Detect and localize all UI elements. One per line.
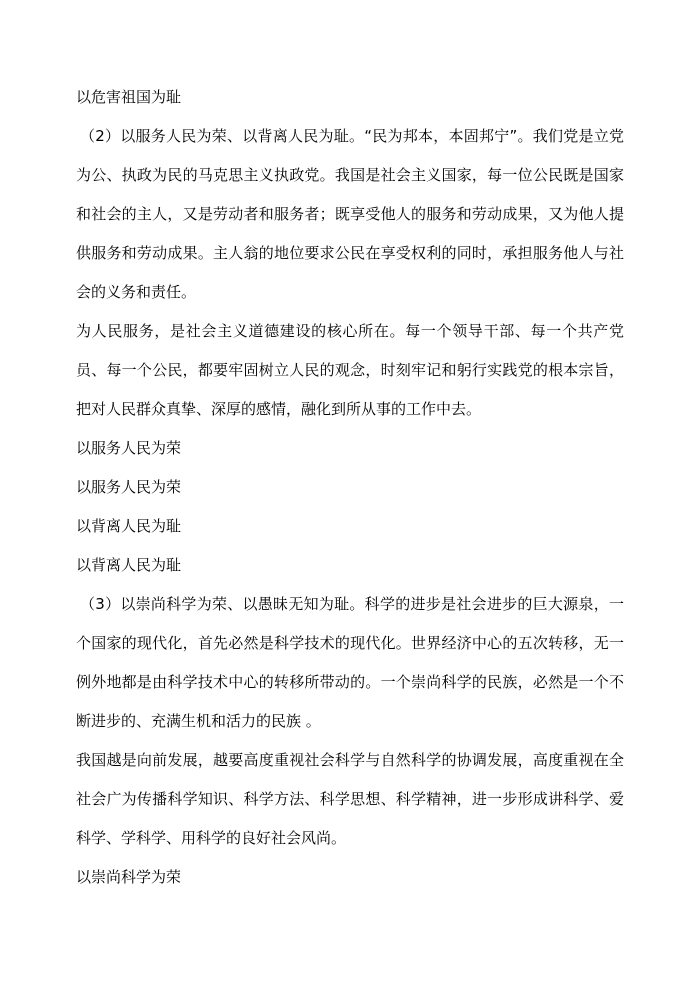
paragraph-heading-betray-people-1: 以背离人民为耻 bbox=[76, 517, 182, 535]
document-body bbox=[76, 78, 624, 897]
paragraph-heading-serve-people-1: 以服务人民为荣 bbox=[76, 439, 182, 457]
paragraph-heading-endangering-country: 以危害祖国为耻 bbox=[76, 88, 182, 106]
paragraph-science-development: 我国越是向前发展，越要高度重视社会科学与自然科学的协调发展，高度重视在全社会广为传播科学知识、科学方法、科学思想、科学精神，进一步形成讲科学、爱科学、学科学、用科学的良好社会风尚。 bbox=[76, 751, 624, 847]
paragraph-heading-respect-science: 以崇尚科学为荣 bbox=[76, 868, 182, 886]
paragraph-respect-science: （3）以崇尚科学为荣、以愚昧无知为耻。科学的进步是社会进步的巨大源泉，一个国家的现代化，首先必然是科学技术的现代化。世界经济中心的五次转移，无一例外地都是由科学技术中心的转移所带动的。一个崇尚科学的民族，必然是一个不断进步的、充满生机和活力的民族 。 bbox=[76, 595, 624, 730]
paragraph-heading-betray-people-2: 以背离人民为耻 bbox=[76, 556, 182, 574]
paragraph-serve-people-core: 为人民服务，是社会主义道德建设的核心所在。每一个领导干部、每一个共产党员、每一个公民，都要牢固树立人民的观念，时刻牢记和躬行实践党的根本宗旨，把对人民群众真挚、深厚的感情，融化到所从事的工作中去。 bbox=[76, 322, 624, 418]
paragraph-serve-people: （2）以服务人民为荣、以背离人民为耻。“民为邦本，本固邦宁”。我们党是立党为公、执政为民的马克思主义执政党。我国是社会主义国家，每一位公民既是国家和社会的主人，又是劳动者和服务者；既享受他人的服务和劳动成果，又为他人提供服务和劳动成果。主人翁的地位要求公民在享受权利的同时，承担服务他人与社会的义务和责任。 bbox=[76, 127, 624, 301]
paragraph-heading-serve-people-2: 以服务人民为荣 bbox=[76, 478, 182, 496]
